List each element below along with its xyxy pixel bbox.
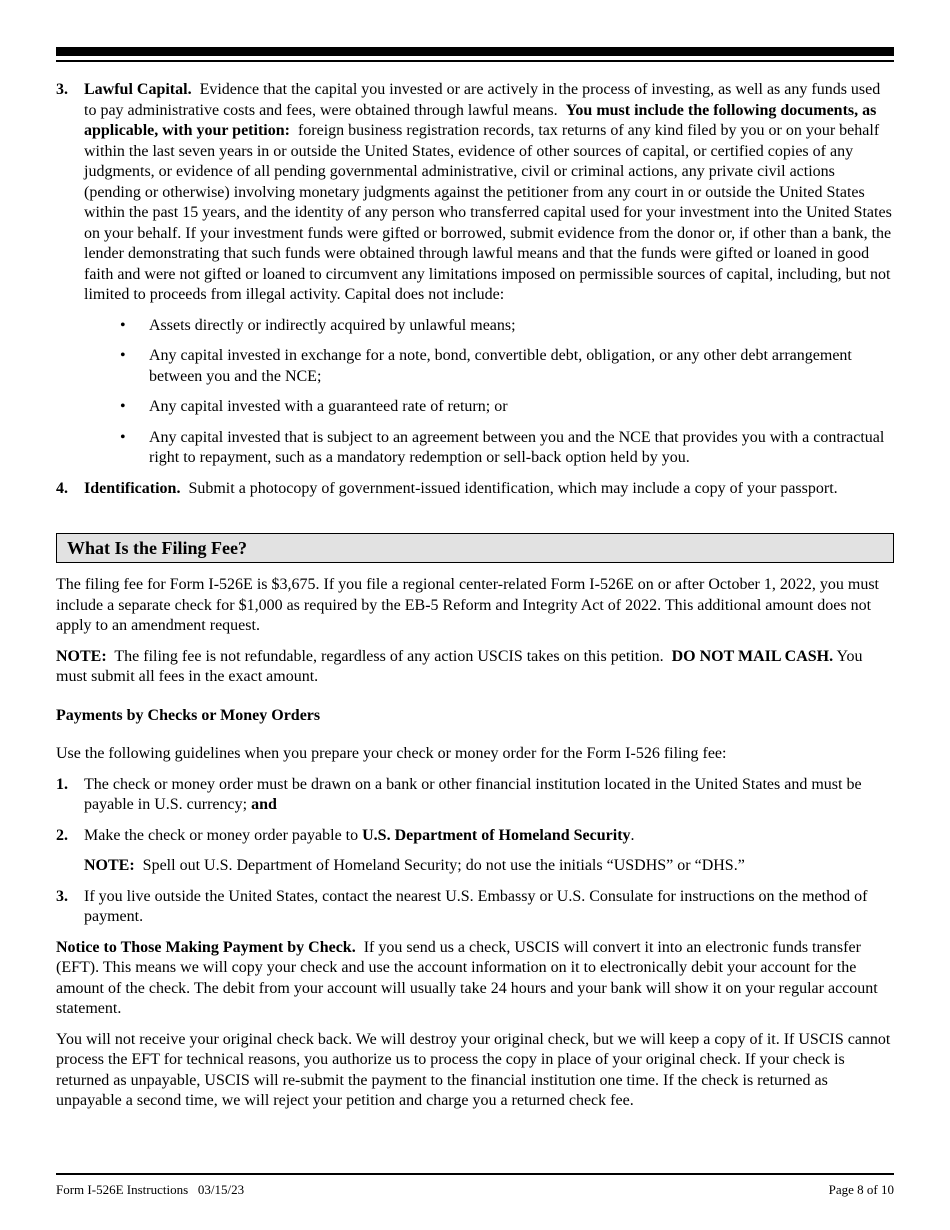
item-text: .	[630, 826, 635, 844]
item-number: 1.	[56, 775, 68, 793]
footer-page-number: Page 8 of 10	[828, 1182, 894, 1197]
item-text: Submit a photocopy of government-issued identification, which may include a copy of your passport.	[188, 479, 838, 497]
note-text: You must submit all fees in the exact amount.	[56, 647, 863, 685]
item-bold-text: You must include the following documents, as applicable, with your petition:	[84, 101, 877, 139]
check-notice-paragraph	[56, 938, 894, 1020]
item-number: 3.	[56, 81, 68, 98]
item-bold-text: and	[251, 796, 277, 813]
original-check-paragraph: You will not receive your original check back. We will destroy your original check, but we will keep a copy of it. If USCIS cannot process the EFT for technical reasons, you authorize us to process the copy in place of your original check. If your check is returned as unpayable, USCIS will re-submit the payment to the financial institution one time. If the check is returned as unpayable a second time, we will reject your petition and charge you a returned check fee.	[56, 1030, 891, 1109]
item-paragraph	[84, 479, 894, 500]
note-text: Spell out U.S. Department of Homeland Security; do not use the initials “USDHS” or “DHS.”	[142, 857, 745, 874]
item-heading: Identification.	[84, 479, 181, 497]
guidelines-intro: Use the following guidelines when you prepare your check or money order for the Form I-526 filing fee:	[56, 745, 727, 762]
bullet-icon: •	[120, 316, 126, 334]
guideline-item-3	[56, 887, 894, 928]
item-text: Make the check or money order payable to	[84, 826, 359, 844]
capital-exclusions-list	[56, 316, 894, 469]
fee-note	[56, 647, 894, 688]
list-item	[56, 397, 894, 418]
bullet-icon: •	[120, 428, 126, 446]
filing-fee-paragraph: The filing fee for Form I-526E is $3,675. If you file a regional center-related Form I-526E on or after October 1, 2022, you must include a separate check for $1,000 as required by the EB-5 Reform and Integrity Act of 2022. This additional amount does not apply to an amendment request.	[56, 576, 879, 634]
note-bold-text: DO NOT MAIL CASH.	[671, 647, 834, 665]
item-paragraph: If you live outside the United States, contact the nearest U.S. Embassy or U.S. Consulate for instructions on the method of payment.	[84, 887, 868, 925]
item-paragraph	[84, 826, 894, 847]
payments-heading: Payments by Checks or Money Orders	[56, 706, 321, 724]
page-content	[56, 80, 894, 1112]
note-label: NOTE:	[84, 857, 135, 874]
item-heading: Lawful Capital.	[84, 81, 192, 98]
guideline-item-1	[56, 775, 894, 816]
footer-form-name: Form I-526E Instructions 03/15/23	[56, 1182, 245, 1197]
item-lawful-capital	[56, 80, 894, 306]
section-heading-filing-fee: What Is the Filing Fee?	[56, 533, 894, 563]
item-identification	[56, 479, 894, 500]
item-paragraph	[84, 775, 894, 816]
item-text: foreign business registration records, tax returns of any kind filed by you or on your behalf within the last seven years in or outside the United States, evidence of other sources of capital, or certified copies of any judgments, or evidence of all pending governmental administrative, civil or criminal actions, any private civil actions (pending or otherwise) involving monetary judgments against the petitioner from any court in or outside the United States within the past 15 years, and the identity of any person who transferred capital used for your investment into the United States on your behalf. If your investment funds were gifted or borrowed, submit evidence from the donor or, if other than a bank, the lender demonstrating that such funds were obtained through lawful means and that the funds were gifted or loaned in good faith and were not gifted or loaned to circumvent any limitations imposed on permissible sources of capital, including, but not limited to proceeds from illegal activity. Capital does not include:	[84, 122, 892, 303]
list-item	[56, 428, 894, 469]
item-paragraph	[84, 80, 894, 306]
item-number: 3.	[56, 887, 68, 905]
notice-heading: Notice to Those Making Payment by Check.	[56, 938, 356, 956]
list-item-text: Any capital invested with a guaranteed rate of return; or	[149, 398, 508, 415]
item-number: 4.	[56, 479, 68, 497]
list-item-text: Any capital invested in exchange for a note, bond, convertible debt, obligation, or any other debt arrangement between you and the NCE;	[149, 347, 852, 385]
list-item-text: Any capital invested that is subject to an agreement between you and the NCE that provides you with a contractual right to repayment, such as a mandatory redemption or sell-back option held by you.	[149, 428, 885, 466]
note-text: The filing fee is not refundable, regardless of any action USCIS takes on this petition.	[114, 647, 664, 665]
item-text: The check or money order must be drawn on a bank or other financial institution located in the United States and must be payable in U.S. currency;	[84, 775, 862, 813]
list-item	[56, 346, 894, 387]
bullet-icon: •	[120, 398, 126, 415]
guideline-note	[56, 856, 894, 877]
item-number: 2.	[56, 826, 68, 844]
bullet-icon: •	[120, 347, 126, 364]
header-thin-rule	[56, 60, 894, 62]
list-item	[56, 316, 894, 337]
header-thick-rule	[56, 47, 894, 56]
item-bold-text: U.S. Department of Homeland Security	[362, 826, 631, 844]
notice-text: If you send us a check, USCIS will convert it into an electronic funds transfer (EFT). This means we will copy your check and use the account information on it to electronically debit your account for the amount of the check. The debit from your account will usually take 24 hours and your bank will show it on your regular account statement.	[56, 938, 878, 1017]
list-item-text: Assets directly or indirectly acquired by unlawful means;	[149, 316, 516, 334]
guideline-item-2	[56, 826, 894, 847]
footer-rule	[56, 1173, 894, 1175]
note-label: NOTE:	[56, 647, 107, 665]
item-text: Evidence that the capital you invested or are actively in the process of investing, as well as any funds used to pay administrative costs and fees, were obtained through lawful means.	[84, 81, 881, 119]
